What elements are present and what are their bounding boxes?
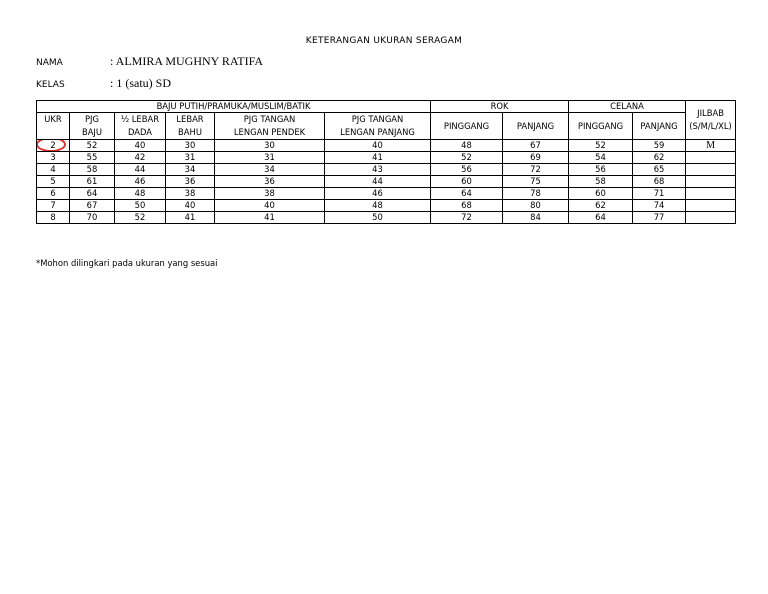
measure-cell: 30 <box>166 140 215 152</box>
measure-cell: 40 <box>115 140 166 152</box>
table-row <box>37 164 736 176</box>
measure-cell: 67 <box>70 200 115 212</box>
header-lebar-bahu-1: LEBAR <box>176 114 204 124</box>
nama-value: : ALMIRA MUGHNY RATIFA <box>110 54 264 68</box>
measure-cell: 62 <box>633 152 686 164</box>
header-rok-panjang: PANJANG <box>503 113 569 140</box>
table-row <box>37 152 736 164</box>
measure-cell: 38 <box>215 188 325 200</box>
kelas-label: KELAS <box>36 80 65 90</box>
table-row <box>37 140 736 152</box>
measure-cell: 69 <box>503 152 569 164</box>
size-cell[interactable] <box>37 140 70 152</box>
measure-cell: 40 <box>166 200 215 212</box>
measure-cell: 48 <box>325 200 431 212</box>
measure-cell: 43 <box>325 164 431 176</box>
jilbab-cell <box>686 188 736 200</box>
size-cell: 8 <box>37 212 70 224</box>
size-cell: 3 <box>37 152 70 164</box>
measure-cell: 84 <box>503 212 569 224</box>
measure-cell: 31 <box>215 152 325 164</box>
measure-cell: 41 <box>166 212 215 224</box>
header-jilbab-line2: (S/M/L/XL) <box>689 121 732 131</box>
measure-cell: 40 <box>325 140 431 152</box>
measure-cell: 78 <box>503 188 569 200</box>
header-lebar-bahu <box>166 113 215 140</box>
measure-cell: 58 <box>70 164 115 176</box>
measure-cell: 52 <box>431 152 503 164</box>
header-pjg-baju-1: PJG <box>84 114 99 124</box>
size-cell: 5 <box>37 176 70 188</box>
table-row <box>37 200 736 212</box>
measure-cell: 72 <box>431 212 503 224</box>
header-pjg-baju-2: BAJU <box>81 127 103 137</box>
size-cell: 7 <box>37 200 70 212</box>
measure-cell: 52 <box>70 140 115 152</box>
measure-cell: 46 <box>325 188 431 200</box>
measure-cell: 56 <box>431 164 503 176</box>
jilbab-cell: M <box>686 140 736 152</box>
header-tangan-panjang-2: LENGAN PANJANG <box>340 127 415 137</box>
measure-cell: 31 <box>166 152 215 164</box>
header-celana-pinggang: PINGGANG <box>569 113 633 140</box>
sub-header-row <box>37 113 736 140</box>
header-tangan-pendek-1: PJG TANGAN <box>243 114 296 124</box>
header-jilbab-line1: JILBAB <box>697 108 724 118</box>
measure-cell: 68 <box>431 200 503 212</box>
size-table <box>36 100 736 224</box>
table-row <box>37 212 736 224</box>
measure-cell: 50 <box>115 200 166 212</box>
header-ukr-text: UKR <box>44 114 62 124</box>
kelas-value: : 1 (satu) SD <box>110 76 171 90</box>
measure-cell: 59 <box>633 140 686 152</box>
size-value: 2 <box>50 140 56 150</box>
measure-cell: 52 <box>115 212 166 224</box>
table-row <box>37 176 736 188</box>
measure-cell: 58 <box>569 176 633 188</box>
measure-cell: 54 <box>569 152 633 164</box>
measure-cell: 67 <box>503 140 569 152</box>
size-cell: 6 <box>37 188 70 200</box>
measure-cell: 38 <box>166 188 215 200</box>
measure-cell: 40 <box>215 200 325 212</box>
header-tangan-pendek <box>215 113 325 140</box>
header-celana: CELANA <box>569 101 686 113</box>
measure-cell: 44 <box>325 176 431 188</box>
size-cell: 4 <box>37 164 70 176</box>
jilbab-cell <box>686 152 736 164</box>
selected-size-circle <box>37 140 67 152</box>
page-title: KETERANGAN UKURAN SERAGAM <box>305 36 463 46</box>
header-rok-pinggang: PINGGANG <box>431 113 503 140</box>
measure-cell: 80 <box>503 200 569 212</box>
header-ukr <box>37 113 70 140</box>
measure-cell: 72 <box>503 164 569 176</box>
jilbab-cell <box>686 212 736 224</box>
measure-cell: 46 <box>115 176 166 188</box>
header-pjg-baju <box>70 113 115 140</box>
group-header-row <box>37 101 736 113</box>
header-tangan-panjang-1: PJG TANGAN <box>351 114 404 124</box>
measure-cell: 71 <box>633 188 686 200</box>
measure-cell: 36 <box>215 176 325 188</box>
header-lebar-dada-1: ½ LEBAR <box>120 114 160 124</box>
measure-cell: 77 <box>633 212 686 224</box>
measure-cell: 34 <box>166 164 215 176</box>
header-baju: BAJU PUTIH/PRAMUKA/MUSLIM/BATIK <box>37 101 431 113</box>
jilbab-cell <box>686 200 736 212</box>
note-text: *Mohon dilingkari pada ukuran yang sesuai <box>36 258 218 268</box>
header-tangan-pendek-2: LENGAN PENDEK <box>233 127 306 137</box>
measure-cell: 48 <box>115 188 166 200</box>
header-jilbab <box>686 101 736 140</box>
measure-cell: 64 <box>431 188 503 200</box>
measure-cell: 64 <box>569 212 633 224</box>
header-tangan-panjang <box>325 113 431 140</box>
measure-cell: 30 <box>215 140 325 152</box>
header-lebar-dada <box>115 113 166 140</box>
measure-cell: 70 <box>70 212 115 224</box>
measure-cell: 74 <box>633 200 686 212</box>
measure-cell: 60 <box>569 188 633 200</box>
measure-cell: 75 <box>503 176 569 188</box>
header-celana-panjang: PANJANG <box>633 113 686 140</box>
header-rok: ROK <box>431 101 569 113</box>
measure-cell: 68 <box>633 176 686 188</box>
measure-cell: 50 <box>325 212 431 224</box>
table-row <box>37 188 736 200</box>
jilbab-cell <box>686 164 736 176</box>
measure-cell: 36 <box>166 176 215 188</box>
measure-cell: 60 <box>431 176 503 188</box>
nama-label: NAMA <box>36 58 63 68</box>
measure-cell: 44 <box>115 164 166 176</box>
measure-cell: 65 <box>633 164 686 176</box>
header-lebar-bahu-2: BAHU <box>178 127 202 137</box>
measure-cell: 52 <box>569 140 633 152</box>
jilbab-cell <box>686 176 736 188</box>
measure-cell: 61 <box>70 176 115 188</box>
measure-cell: 41 <box>325 152 431 164</box>
measure-cell: 62 <box>569 200 633 212</box>
measure-cell: 41 <box>215 212 325 224</box>
header-lebar-dada-2: DADA <box>127 127 153 137</box>
measure-cell: 55 <box>70 152 115 164</box>
measure-cell: 56 <box>569 164 633 176</box>
measure-cell: 64 <box>70 188 115 200</box>
measure-cell: 48 <box>431 140 503 152</box>
measure-cell: 34 <box>215 164 325 176</box>
size-rows <box>37 140 736 224</box>
measure-cell: 42 <box>115 152 166 164</box>
